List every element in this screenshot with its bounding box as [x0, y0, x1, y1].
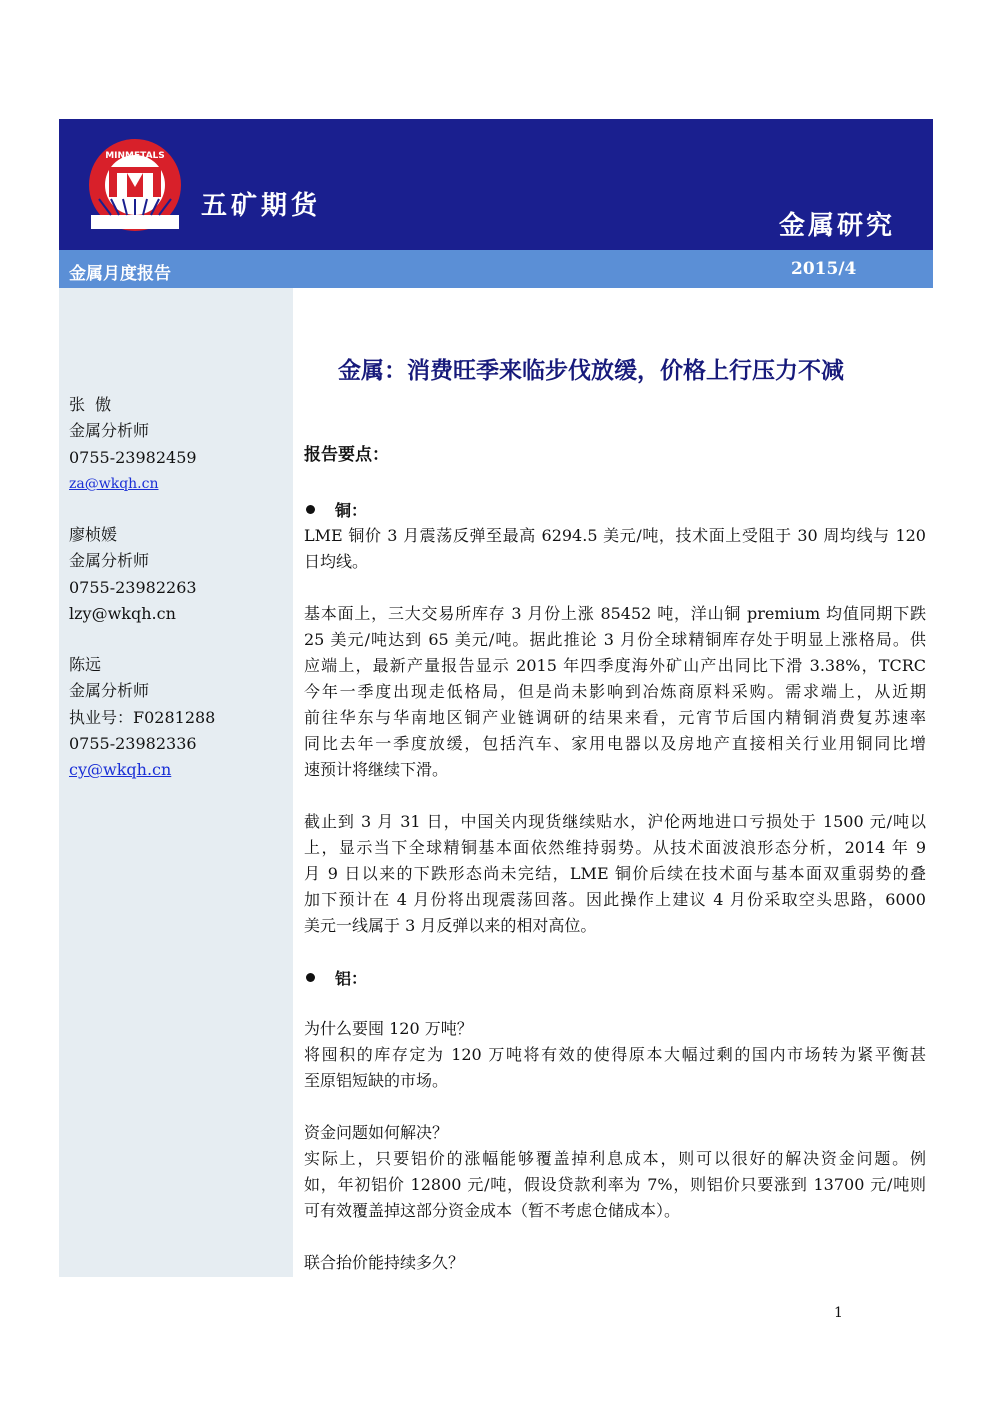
analyst-role: 金属分析师 — [69, 421, 150, 441]
aluminum-question-2 — [304, 1120, 926, 1224]
text-line: 前往华东与华南地区铜产业链调研的结果来看，元宵节后国内精铜消费复苏速率 — [304, 708, 926, 727]
analyst-role: 金属分析师 — [69, 681, 150, 701]
analyst-email: lzy@wkqh.cn — [69, 603, 176, 623]
analyst-name: 廖桢媛 — [69, 525, 118, 544]
report-type: 金属月度报告 — [69, 264, 171, 284]
analyst-phone: 0755-23982263 — [69, 577, 197, 597]
text-line: 至原铝短缺的市场。 — [304, 1071, 449, 1090]
analyst-role: 金属分析师 — [69, 551, 150, 571]
copper-heading — [306, 498, 367, 521]
aluminum-question-3 — [304, 1250, 926, 1276]
text-line: 今年一季度出现走低格局，但是尚未影响到冶炼商原料采购。需求端上，从近期 — [304, 682, 926, 701]
company-name: 五矿期货 — [201, 191, 322, 221]
text-line: 25 美元/吨达到 65 美元/吨。据此推论 3 月份全球精铜库存处于明显上涨格局。供 — [304, 630, 926, 649]
analyst-phone: 0755-23982459 — [69, 447, 197, 467]
analyst-card — [69, 652, 215, 783]
analyst-card — [69, 392, 197, 497]
key-points-heading: 报告要点： — [304, 445, 389, 465]
text-line: 截止到 3 月 31 日，中国关内现货继续贴水，沪伦两地进口亏损处于 1500 元/吨以 — [304, 812, 926, 831]
text-line: 应端上，最新产量报告显示 2015 年四季度海外矿山产出同比下滑 3.38%，TCRC — [304, 656, 926, 675]
text-line: 日均线。 — [304, 552, 369, 571]
text-line: 同比去年一季度放缓，包括汽车、家用电器以及房地产直接相关行业用铜同比增 — [304, 734, 926, 753]
section-name: 金属研究 — [778, 211, 895, 241]
text-line: 将囤积的库存定为 120 万吨将有效的使得原本大幅过剩的国内市场转为紧平衡甚 — [304, 1045, 926, 1064]
report-title: 金属：消费旺季来临步伐放缓，价格上行压力不减 — [338, 357, 844, 384]
analyst-name: 张 傲 — [69, 395, 112, 414]
analyst-email-link[interactable]: cy@wkqh.cn — [69, 760, 172, 780]
report-subbar — [59, 250, 933, 288]
text-line: 美元一线属于 3 月反弹以来的相对高位。 — [304, 916, 597, 935]
text-line: 速预计将继续下滑。 — [304, 760, 449, 779]
copper-paragraph-3 — [304, 809, 926, 939]
copper-paragraph-1 — [304, 523, 926, 575]
text-line: 为什么要囤 120 万吨？ — [304, 1019, 473, 1038]
aluminum-heading-label: 铝： — [335, 969, 368, 988]
text-line: 可有效覆盖掉这部分资金成本（暂不考虑仓储成本）。 — [304, 1201, 681, 1220]
text-line: 月 9 日以来的下跌形态尚未完结，LME 铜价后续在技术面与基本面双重弱势的叠 — [304, 864, 926, 883]
text-line: 基本面上，三大交易所库存 3 月份上涨 85452 吨，洋山铜 premium 均值同期下跌 — [304, 604, 926, 623]
aluminum-heading — [306, 966, 367, 989]
bullet-dot-icon — [306, 973, 315, 982]
analyst-phone: 0755-23982336 — [69, 733, 197, 753]
text-line: 实际上，只要铝价的涨幅能够覆盖掉利息成本，则可以很好的解决资金问题。例 — [304, 1149, 926, 1168]
text-line: 上，显示当下全球精铜基本面依然维持弱势。从技术面波浪形态分析，2014 年 9 — [304, 838, 926, 857]
logo-text: MINMETALS — [105, 151, 165, 161]
copper-heading-label: 铜： — [335, 501, 368, 520]
page-number: 1 — [834, 1305, 843, 1321]
analyst-sidebar — [59, 288, 293, 1277]
text-line: 如，年初铝价 12800 元/吨，假设贷款利率为 7%，则铝价只要涨到 13700 元/吨则 — [304, 1175, 926, 1194]
report-date: 2015/4 — [791, 259, 857, 279]
copper-paragraph-2 — [304, 601, 926, 783]
analyst-card — [69, 522, 197, 627]
text-line: 资金问题如何解决？ — [304, 1123, 449, 1142]
analyst-name: 陈远 — [69, 655, 102, 674]
analyst-license: 执业号：F0281288 — [69, 707, 216, 727]
text-line: LME 铜价 3 月震荡反弹至最高 6294.5 美元/吨，技术面上受阻于 30 周均线与 120 — [304, 526, 926, 545]
aluminum-question-1 — [304, 1016, 926, 1094]
text-line: 联合抬价能持续多久？ — [304, 1253, 465, 1272]
analyst-email-link[interactable]: za@wkqh.cn — [69, 475, 159, 492]
text-line: 加下预计在 4 月份将出现震荡回落。因此操作上建议 4 月份采取空头思路，6000 — [304, 890, 926, 909]
minmetals-logo — [83, 133, 187, 237]
report-header — [59, 119, 933, 250]
bullet-dot-icon — [306, 505, 315, 514]
